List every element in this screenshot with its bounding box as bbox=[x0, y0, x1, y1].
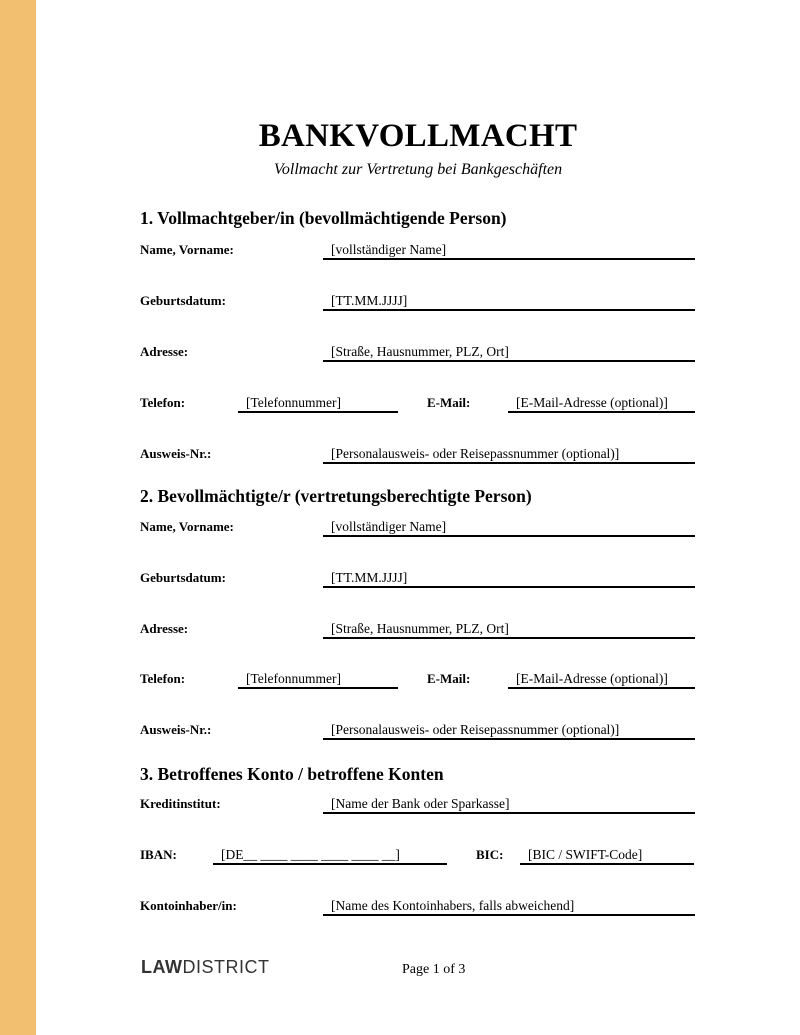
section-1-title: 1. Vollmachtgeber/in (bevollmächtigende Person) bbox=[140, 208, 507, 228]
s3-iban-label: IBAN: bbox=[140, 847, 177, 862]
s1-name-field[interactable]: [vollständiger Name] bbox=[323, 242, 695, 260]
s2-phone-field[interactable]: [Telefonnummer] bbox=[238, 671, 398, 689]
lawdistrict-logo bbox=[141, 957, 270, 978]
section-2-title: 2. Bevollmächtigte/r (vertretungsberechtigte Person) bbox=[140, 486, 532, 506]
s1-id-label: Ausweis-Nr.: bbox=[140, 446, 212, 461]
s1-id-field[interactable]: [Personalausweis- oder Reisepassnummer (optional)] bbox=[323, 446, 695, 464]
logo-bold-part: LAW bbox=[141, 957, 183, 977]
s3-bic-field[interactable]: [BIC / SWIFT-Code] bbox=[520, 847, 694, 865]
s2-birth-field[interactable]: [TT.MM.JJJJ] bbox=[323, 570, 695, 588]
s1-phone-field[interactable]: [Telefonnummer] bbox=[238, 395, 398, 413]
s3-iban-field[interactable]: [DE__ ____ ____ ____ ____ __] bbox=[213, 847, 447, 865]
s1-address-field[interactable]: [Straße, Hausnummer, PLZ, Ort] bbox=[323, 344, 695, 362]
s2-id-label: Ausweis-Nr.: bbox=[140, 722, 212, 737]
s2-email-label: E-Mail: bbox=[427, 671, 471, 686]
s2-name-label: Name, Vorname: bbox=[140, 519, 234, 534]
s1-birth-field[interactable]: [TT.MM.JJJJ] bbox=[323, 293, 695, 311]
s1-email-field[interactable]: [E-Mail-Adresse (optional)] bbox=[508, 395, 695, 413]
accent-stripe bbox=[0, 0, 36, 1035]
s2-address-field[interactable]: [Straße, Hausnummer, PLZ, Ort] bbox=[323, 621, 695, 639]
document-title: BANKVOLLMACHT bbox=[258, 118, 578, 154]
s2-address-label: Adresse: bbox=[140, 621, 189, 636]
s2-phone-label: Telefon: bbox=[140, 671, 186, 686]
s1-email-label: E-Mail: bbox=[427, 395, 471, 410]
s3-bic-label: BIC: bbox=[476, 847, 504, 862]
s2-birth-label: Geburtsdatum: bbox=[140, 570, 226, 585]
s1-phone-label: Telefon: bbox=[140, 395, 186, 410]
s1-name-label: Name, Vorname: bbox=[140, 242, 234, 257]
s1-address-label: Adresse: bbox=[140, 344, 189, 359]
s2-name-field[interactable]: [vollständiger Name] bbox=[323, 519, 695, 537]
s3-holder-label: Kontoinhaber/in: bbox=[140, 898, 237, 913]
s2-email-field[interactable]: [E-Mail-Adresse (optional)] bbox=[508, 671, 695, 689]
section-3-title: 3. Betroffenes Konto / betroffene Konten bbox=[140, 764, 444, 784]
s3-holder-field[interactable]: [Name des Kontoinhabers, falls abweichend] bbox=[323, 898, 695, 916]
logo-regular-part: DISTRICT bbox=[182, 957, 270, 977]
s3-bank-field[interactable]: [Name der Bank oder Sparkasse] bbox=[323, 796, 695, 814]
s3-bank-label: Kreditinstitut: bbox=[140, 796, 221, 811]
document-subtitle: Vollmacht zur Vertretung bei Bankgeschäften bbox=[273, 161, 563, 178]
page-number: Page 1 of 3 bbox=[402, 962, 466, 977]
s1-birth-label: Geburtsdatum: bbox=[140, 293, 226, 308]
s2-id-field[interactable]: [Personalausweis- oder Reisepassnummer (optional)] bbox=[323, 722, 695, 740]
